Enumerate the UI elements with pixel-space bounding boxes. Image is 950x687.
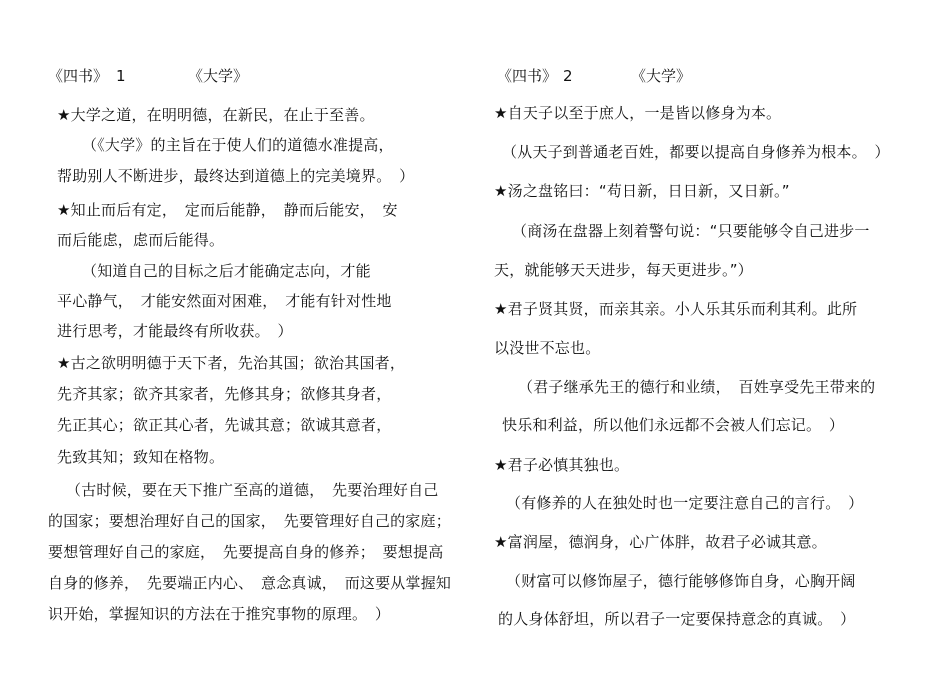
text-line: 而后能虑，虑而后能得。 [57,231,225,249]
text-line: （古时候，要在天下推广至高的道德， 先要治理好自己 [66,481,439,499]
text-line: 天，就能够天天进步，每天更进步。”） [494,261,753,279]
right-page-number: 2 [563,67,573,85]
text-line: （从天子到普通老百姓，都要以提高自身修养为根本。 ） [502,143,890,161]
text-line: ★君子必慎其独也。 [494,456,630,474]
text-line: ★知止而后有定， 定而后能静， 静而后能安， 安 [57,201,398,219]
text-line: 的国家；要想治理好自己的国家， 先要管理好自己的家庭； [48,512,451,530]
text-line: 自身的修养， 先要端正内心、 意念真诚， 而这要从掌握知 [48,574,452,592]
left-book-title: 《四书》 [48,67,109,85]
text-line: 帮助别人不断进步，最终达到道德上的完美境界。 ） [57,167,415,185]
text-line: 先正其心；欲正其心者，先诚其意；欲诚其意者， [57,416,392,434]
text-line: （知道自己的目标之后才能确定志向，才能 [82,262,371,280]
left-page-number: 1 [116,67,126,85]
text-line: ★汤之盘铭曰：“苟日新，日日新，又日新。” [494,182,790,200]
text-line: 快乐和利益，所以他们永远都不会被人们忘记。 ） [502,416,845,434]
text-line: ★古之欲明明德于天下者，先治其国；欲治其国者， [57,354,406,372]
text-line: （有修养的人在独处时也一定要注意自己的言行。 ） [506,494,864,512]
text-line: ★富润屋，德润身，心广体胖，故君子必诚其意。 [494,533,827,551]
text-line: 先齐其家；欲齐其家者，先修其身；欲修其身者， [57,385,392,403]
text-line: 以没世不忘也。 [494,339,601,357]
text-line: ★大学之道，在明明德，在新民，在止于至善。 [57,106,375,124]
text-line: 先致其知；致知在格物。 [57,448,225,466]
text-line: 平心静气， 才能安然面对困难， 才能有针对性地 [57,292,392,310]
text-line: （君子继承先王的德行和业绩， 百姓享受先王带来的 [518,378,876,396]
right-chapter-title: 《大学》 [631,67,692,85]
text-line: 识开始，掌握知识的方法在于推究事物的原理。 ） [48,605,391,623]
text-line: （《大学》的主旨在于使人们的道德水准提高， [82,136,394,154]
text-line: （财富可以修饰屋子，德行能够修饰自身，心胸开阔 [506,572,856,590]
text-line: ★自天子以至于庶人，一是皆以修身为本。 [494,104,782,122]
text-line: （商汤在盘器上刻着警句说：“只要能够令自己进步一 [512,222,870,240]
right-book-title: 《四书》 [497,67,558,85]
text-line: ★君子贤其贤，而亲其亲。小人乐其乐而利其利。此所 [494,300,858,318]
text-line: 进行思考，才能最终有所收获。 ） [57,322,293,340]
text-line: 要想管理好自己的家庭， 先要提高自身的修养； 要想提高 [48,543,444,561]
left-chapter-title: 《大学》 [188,67,249,85]
text-line: 的人身体舒坦，所以君子一定要保持意念的真诚。 ） [498,610,856,628]
